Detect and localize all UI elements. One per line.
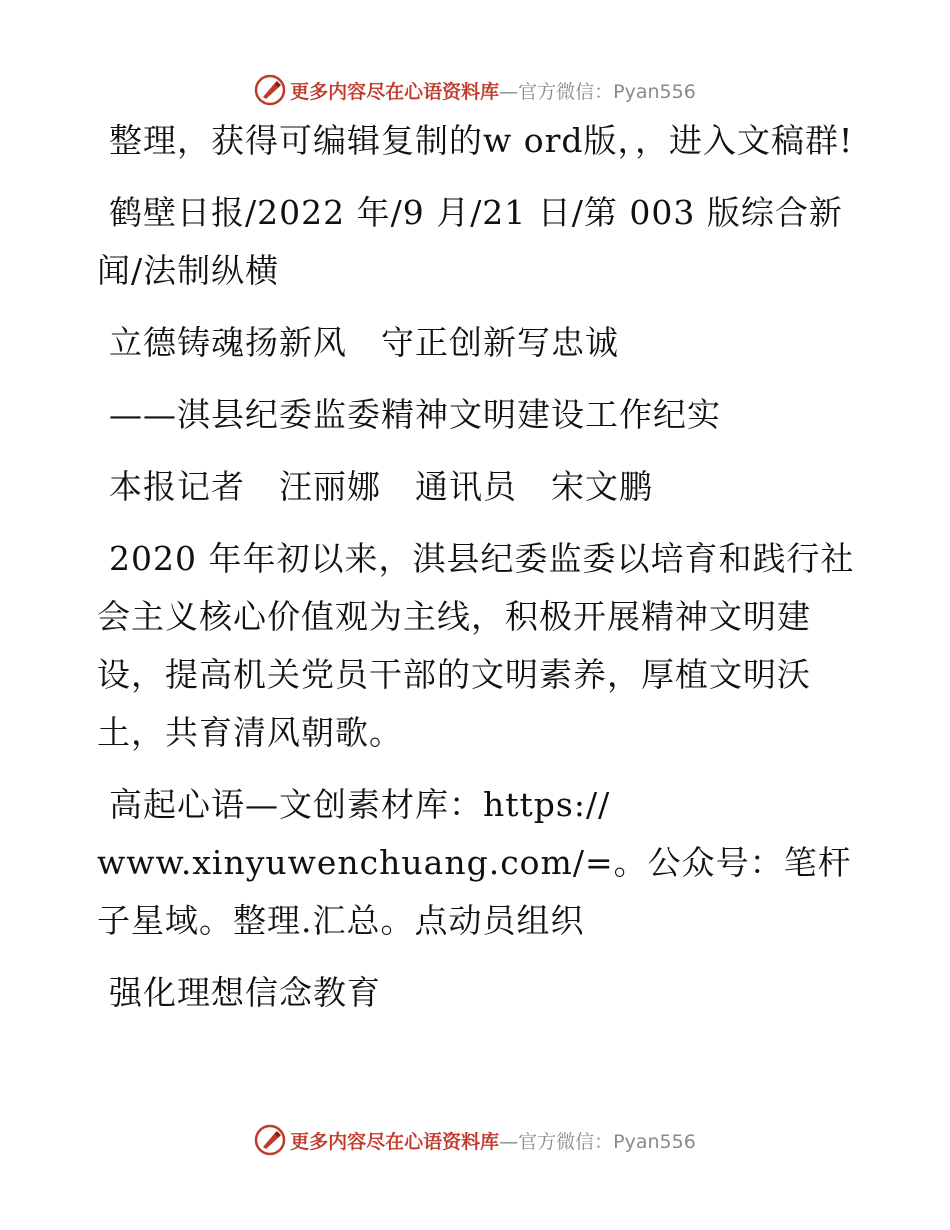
paragraph-url [97, 776, 857, 950]
watermark-wechat: —官方微信：Pyan556 [499, 1130, 696, 1153]
article-subtitle: ——淇县纪委监委精神文明建设工作纪实 [109, 395, 721, 434]
watermark-wechat: —官方微信：Pyan556 [499, 80, 696, 103]
header-watermark [0, 70, 950, 110]
url-line-1: 高起心语—文创素材库：https:// [109, 785, 611, 824]
section-heading: 强化理想信念教育 [109, 973, 381, 1012]
paragraph-intro: 整理，获得可编辑复制的w ord版，，进入文稿群! [109, 121, 854, 160]
footer-watermark [0, 1120, 950, 1160]
article-title: 立德铸魂扬新风 守正创新写忠诚 [109, 323, 619, 362]
paragraph-body: 2020 年年初以来，淇县纪委监委以培育和践行社会主义核心价值观为主线，积极开展精神文明建设，提高机关党员干部的文明素养，厚植文明沃土，共育清风朝歌。 [97, 539, 855, 752]
url-line-2: www.xinyuwenchuang.com/=。公众号：笔杆子星域。整理.汇总。点动员组织 [97, 843, 852, 940]
watermark-text: 更多内容尽在心语资料库 [290, 80, 500, 103]
document-body [97, 112, 857, 1036]
watermark-text: 更多内容尽在心语资料库 [290, 1130, 500, 1153]
article-byline: 本报记者 汪丽娜 通讯员 宋文鹏 [109, 467, 653, 506]
paragraph-source: 鹤壁日报/2022 年/9 月/21 日/第 003 版综合新闻/法制纵横 [97, 193, 843, 290]
pen-nib-icon [254, 1124, 286, 1156]
pen-nib-icon [254, 74, 286, 106]
